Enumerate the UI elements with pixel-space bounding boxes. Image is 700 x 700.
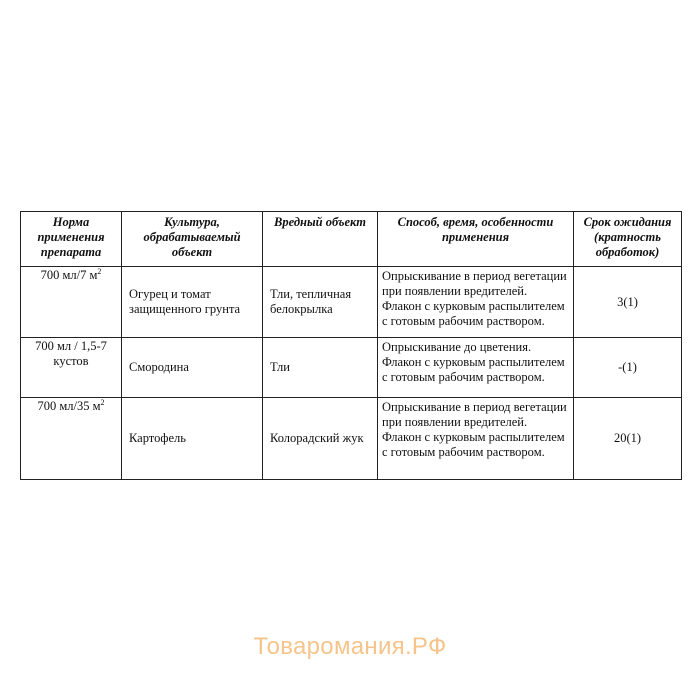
norma-value: 700 мл/35 м [37,399,101,413]
cell-method: Опрыскивание до цветения. Флакон с курковым распылителем с готовым рабочим раствором. [378,338,574,398]
norma-superscript: 2 [100,398,105,407]
cell-crop: Огурец и томат защищенного грунта [122,267,263,338]
cell-wait: -(1) [574,338,682,398]
table-header-row [21,212,682,267]
cell-norma [21,338,122,398]
cell-wait: 3(1) [574,267,682,338]
table-row [21,338,682,398]
table-row [21,267,682,338]
cell-norma [21,267,122,338]
header-method: Способ, время, особенности применения [378,212,574,267]
header-pest: Вредный объект [263,212,378,267]
norma-value: 700 мл/7 м [40,268,98,282]
header-norma: Норма применения препарата [21,212,122,267]
site-watermark: Товаромания.РФ [253,633,447,660]
norma-value: 700 мл / 1,5-7 кустов [35,339,107,368]
cell-pest: Колорадский жук [263,398,378,480]
table-row [21,398,682,480]
cell-pest: Тли [263,338,378,398]
cell-pest: Тли, тепличная белокрылка [263,267,378,338]
cell-wait: 20(1) [574,398,682,480]
cell-method: Опрыскивание в период вегетации при появлении вредителей. Флакон с курковым распылителем с готовым рабочим раствором. [378,267,574,338]
pesticide-application-table [20,211,682,480]
header-wait: Срок ожидания (кратность обработок) [574,212,682,267]
norma-superscript: 2 [97,267,102,276]
cell-method: Опрыскивание в период вегетации при появлении вредителей. Флакон с курковым распылителем с готовым рабочим раствором. [378,398,574,480]
cell-crop: Картофель [122,398,263,480]
cell-norma [21,398,122,480]
header-crop: Культура, обрабатываемый объект [122,212,263,267]
cell-crop: Смородина [122,338,263,398]
